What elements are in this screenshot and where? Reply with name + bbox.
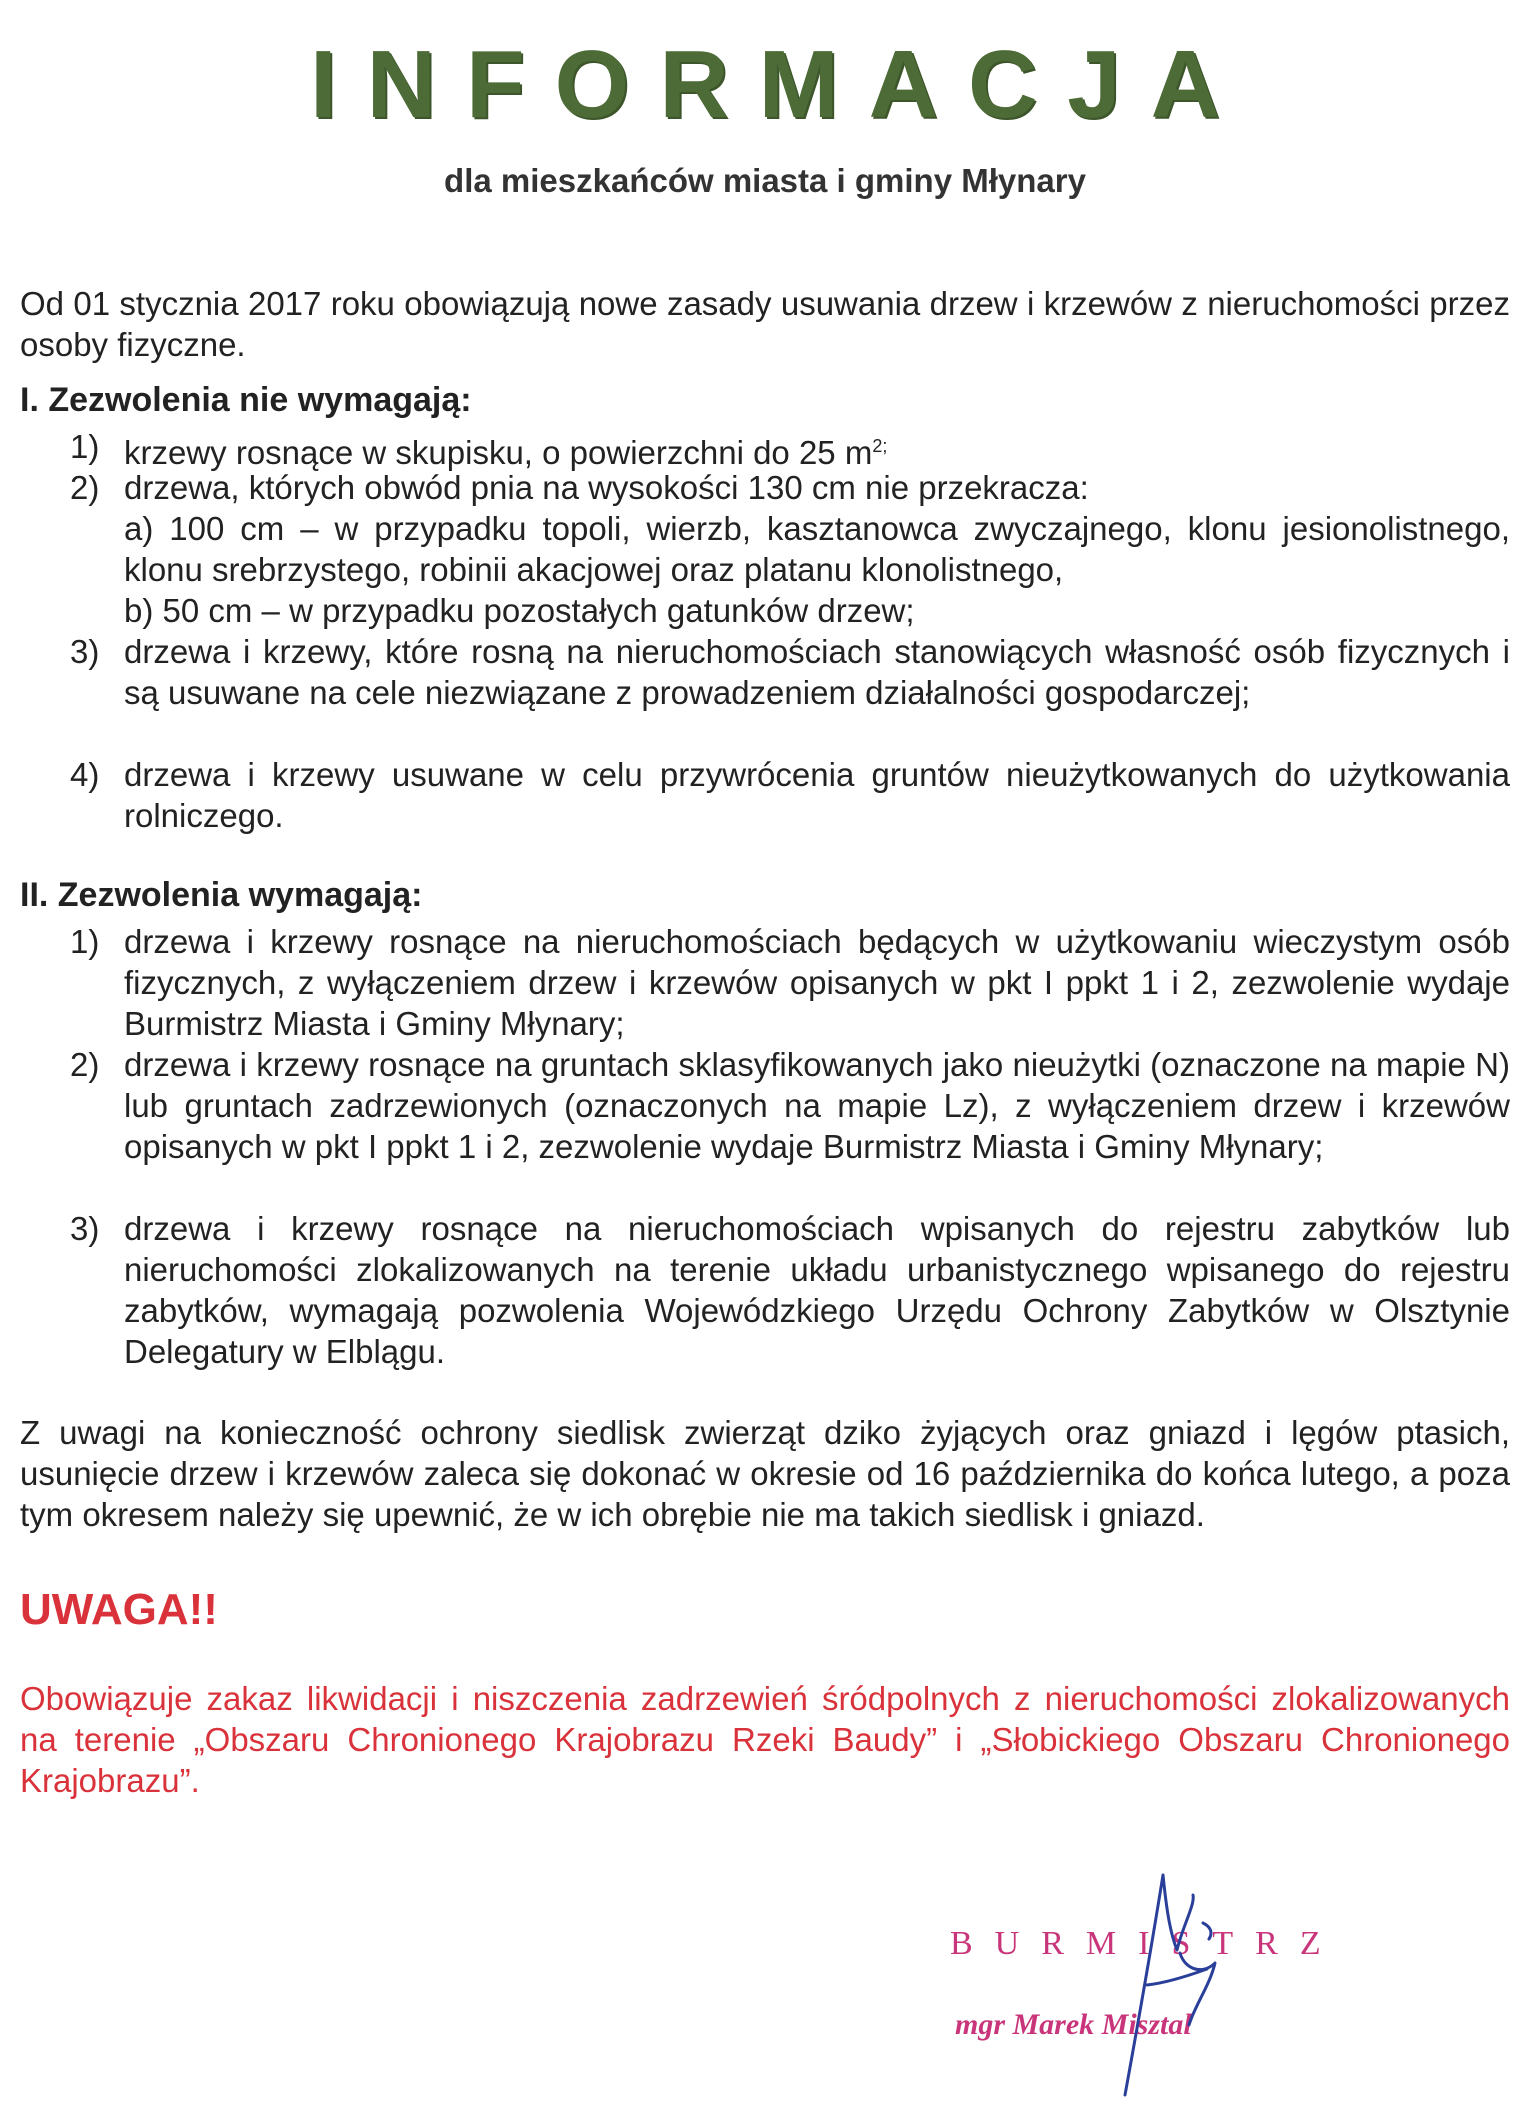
section-2-item-1 — [70, 921, 1510, 1044]
section-2-item-2 — [70, 1044, 1510, 1167]
handwritten-signature — [1085, 1865, 1255, 2105]
warning-text: Obowiązuje zakaz likwidacji i niszczenia zadrzewień śródpolnych z nieruchomości zlokalizowanych na terenie „Obszaru Chronionego Krajobrazu Rzeki Baudy” i „Słobickiego Obszaru Chronionego Krajobrazu”. — [20, 1680, 1510, 1799]
section-1-item-4 — [70, 754, 1510, 836]
item-text: krzewy rosnące w skupisku, o powierzchni do 25 m — [124, 434, 873, 471]
item-number: 1) — [70, 923, 100, 960]
item-text: drzewa i krzewy usuwane w celu przywrócenia gruntów nieużytkowanych do użytkowania rolniczego. — [124, 756, 1510, 834]
item-number: 1) — [70, 428, 100, 465]
item-number: 2) — [70, 469, 100, 506]
section-2-heading: II. Zezwolenia wymagają: — [20, 876, 423, 914]
warning-label: UWAGA!! — [20, 1585, 218, 1634]
item-text: drzewa i krzewy rosnące na nieruchomościach będących w użytkowaniu wieczystym osób fizycznych, z wyłączeniem drzew i krzewów opisanych w pkt I ppkt 1 i 2, zezwolenie wydaje Burmistrz Miasta i Gminy Młynary; — [124, 923, 1510, 1042]
item-number: 4) — [70, 756, 100, 793]
superscript: 2; — [872, 436, 888, 456]
stamp-name: mgr Marek Misztal — [955, 2008, 1192, 2041]
subitem-a: a) 100 cm – w przypadku topoli, wierzb, kasztanowca zwyczajnego, klonu jesionolistnego, klonu srebrzystego, robinii akacjowej oraz platanu klonolistnego, — [124, 510, 1510, 588]
section-1-item-2 — [70, 467, 1510, 508]
stamp-title: BURMISTRZ — [950, 1925, 1343, 1962]
section-2-item-3 — [70, 1208, 1510, 1372]
section-1-heading: I. Zezwolenia nie wymagają: — [20, 381, 472, 419]
document-subtitle: dla mieszkańców miasta i gminy Młynary — [444, 162, 1086, 199]
item-number: 2) — [70, 1046, 100, 1083]
item-text: drzewa i krzewy rosnące na gruntach sklasyfikowanych jako nieużytki (oznaczone na mapie N) lub gruntach zadrzewionych (oznaczonych na mapie Lz), z wyłączeniem drzew i krzewów opisanych w pkt I ppkt 1 i 2, zezwolenie wydaje Burmistrz Miasta i Gminy Młynary; — [124, 1046, 1510, 1165]
item-number: 3) — [70, 633, 100, 670]
item-text: drzewa, których obwód pnia na wysokości 130 cm nie przekracza: — [124, 469, 1089, 506]
intro-paragraph: Od 01 stycznia 2017 roku obowiązują nowe zasady usuwania drzew i krzewów z nieruchomości przez osoby fizyczne. — [20, 285, 1510, 363]
item-text: drzewa i krzewy, które rosną na nieruchomościach stanowiących własność osób fizycznych i są usuwane na cele niezwiązane z prowadzeniem działalności gospodarczej; — [124, 633, 1510, 711]
item-text: drzewa i krzewy rosnące na nieruchomościach wpisanych do rejestru zabytków lub nieruchomości zlokalizowanych na terenie układu urbanistycznego wpisanego do rejestru zabytków, wymagają pozwolenia Wojewódzkiego Urzędu Ochrony Zabytków w Olsztynie Delegatury w Elblągu. — [124, 1210, 1510, 1370]
closing-paragraph: Z uwagi na konieczność ochrony siedlisk zwierząt dziko żyjących oraz gniazd i lęgów ptasich, usunięcie drzew i krzewów zaleca się dokonać w okresie od 16 października do końca lutego, a poza tym okresem należy się upewnić, że w ich obrębie nie ma takich siedlisk i gniazd. — [20, 1414, 1510, 1533]
item-number: 3) — [70, 1210, 100, 1247]
section-1-item-3 — [70, 631, 1510, 713]
subitem-b: b) 50 cm – w przypadku pozostałych gatunków drzew; — [124, 592, 915, 629]
section-1-item-1 — [70, 426, 1510, 473]
document-title: INFORMACJA — [310, 31, 1250, 138]
